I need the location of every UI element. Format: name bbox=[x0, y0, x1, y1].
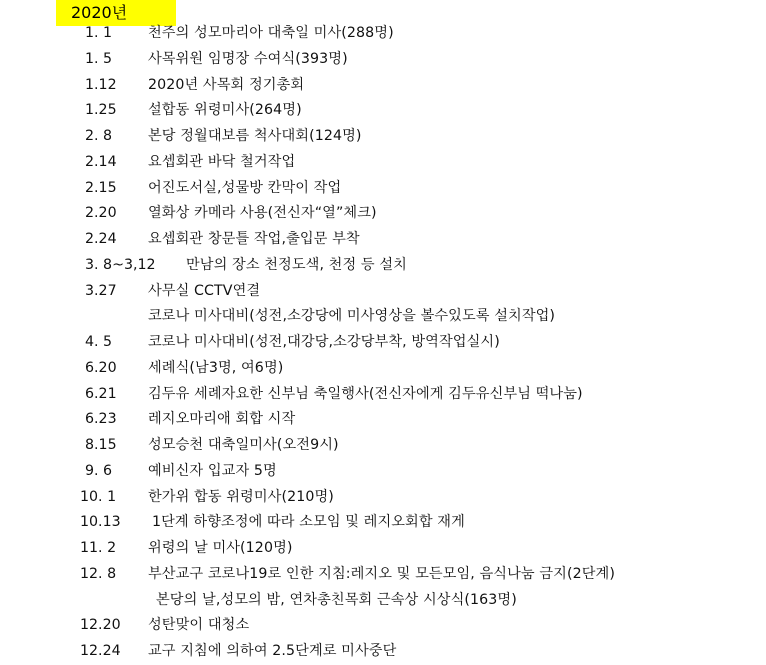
event-description: 성모승천 대축일미사(오전9시) bbox=[148, 437, 339, 453]
event-date: 10. 1 bbox=[80, 488, 117, 505]
list-item bbox=[0, 639, 766, 665]
event-description: 위령의 날 미사(120명) bbox=[148, 540, 293, 556]
event-description: 세례식(남3명, 여6명) bbox=[148, 359, 284, 376]
list-item bbox=[0, 227, 766, 253]
event-date: 10.13 bbox=[80, 514, 121, 531]
list-item bbox=[0, 124, 766, 150]
list-item bbox=[0, 176, 766, 202]
event-date: 6.23 bbox=[85, 411, 117, 428]
list-item bbox=[0, 150, 766, 176]
event-description: 사무실 CCTV연결 bbox=[148, 282, 261, 299]
event-description: 부산교구 코로나19로 인한 지침:레지오 및 모든모임, 음식나눔 금지(2단계) bbox=[148, 565, 615, 582]
event-description: 설합동 위령미사(264명) bbox=[148, 102, 302, 119]
event-date: 2.14 bbox=[85, 153, 117, 170]
event-date: 8.15 bbox=[85, 437, 117, 453]
list-item bbox=[0, 510, 766, 536]
list-item bbox=[0, 21, 766, 47]
event-date: 12. 8 bbox=[80, 565, 117, 582]
list-item bbox=[0, 98, 766, 124]
event-date: 3.27 bbox=[85, 282, 117, 299]
list-item bbox=[0, 485, 766, 511]
list-item bbox=[0, 279, 766, 305]
list-item bbox=[0, 613, 766, 639]
event-description: 어진도서실,성물방 칸막이 작업 bbox=[148, 179, 342, 196]
event-date: 9. 6 bbox=[85, 462, 113, 479]
event-description: 김두유 세례자요한 신부님 축일행사(전신자에게 김두유신부님 떡나눔) bbox=[148, 385, 583, 402]
event-description: 만남의 장소 천정도색, 천정 등 설치 bbox=[186, 256, 407, 273]
list-item bbox=[0, 588, 766, 614]
event-date: 6.20 bbox=[85, 359, 117, 376]
event-date: 6.21 bbox=[85, 385, 117, 402]
event-description: 교구 지침에 의하여 2.5단계로 미사중단 bbox=[148, 643, 397, 659]
event-date: 2. 8 bbox=[85, 128, 113, 144]
event-description: 열화상 카메라 사용(전신자“열”체크) bbox=[148, 205, 377, 222]
event-date: 1.12 bbox=[85, 76, 117, 93]
event-description: 사목위원 임명장 수여식(393명) bbox=[148, 50, 348, 67]
list-item bbox=[0, 356, 766, 382]
event-description: 2020년 사목회 정기총회 bbox=[148, 76, 305, 93]
list-item bbox=[0, 459, 766, 485]
event-date: 2.20 bbox=[85, 205, 117, 222]
list-item bbox=[0, 73, 766, 99]
list-item bbox=[0, 407, 766, 433]
event-description: 1단계 하향조정에 따라 소모임 및 레지오회합 재게 bbox=[152, 514, 465, 531]
list-item bbox=[0, 201, 766, 227]
event-description: 한가위 합동 위령미사(210명) bbox=[148, 488, 334, 505]
event-description: 레지오마리애 회합 시작 bbox=[148, 411, 296, 428]
event-description: 본당의 날,성모의 밤, 연차총친목회 근속상 시상식(163명) bbox=[156, 591, 517, 608]
event-date: 4. 5 bbox=[85, 334, 113, 350]
list-item bbox=[0, 562, 766, 588]
event-description: 예비신자 입교자 5명 bbox=[148, 462, 277, 479]
event-description: 코로나 미사대비(성전,소강당에 미사영상을 볼수있도록 설치작업) bbox=[148, 308, 556, 325]
list-item bbox=[0, 47, 766, 73]
event-date: 12.24 bbox=[80, 643, 121, 659]
event-description: 코로나 미사대비(성전,대강당,소강당부착, 방역작업실시) bbox=[148, 334, 500, 350]
list-item bbox=[0, 304, 766, 330]
list-item bbox=[0, 330, 766, 356]
event-description: 천주의 성모마리아 대축일 미사(288명) bbox=[148, 25, 394, 41]
event-description: 요셉회관 창문틀 작업,출입문 부착 bbox=[148, 231, 360, 247]
event-date: 2.15 bbox=[85, 179, 117, 196]
list-item bbox=[0, 433, 766, 459]
list-item bbox=[0, 536, 766, 562]
event-date: 1. 1 bbox=[85, 25, 113, 41]
event-description: 성탄맞이 대청소 bbox=[148, 617, 250, 634]
event-date: 11. 2 bbox=[80, 540, 117, 556]
event-description: 요셉회관 바닥 철거작업 bbox=[148, 153, 296, 170]
list-item bbox=[0, 253, 766, 279]
event-date: 1.25 bbox=[85, 102, 117, 119]
event-date: 3. 8~3,12 bbox=[85, 256, 156, 273]
event-date: 2.24 bbox=[85, 231, 117, 247]
event-description: 본당 정월대보름 척사대회(124명) bbox=[148, 128, 362, 144]
event-date: 1. 5 bbox=[85, 50, 113, 67]
event-list bbox=[0, 21, 766, 665]
list-item bbox=[0, 382, 766, 408]
event-date: 12.20 bbox=[80, 617, 121, 634]
year-heading: 2020년 bbox=[71, 3, 128, 22]
